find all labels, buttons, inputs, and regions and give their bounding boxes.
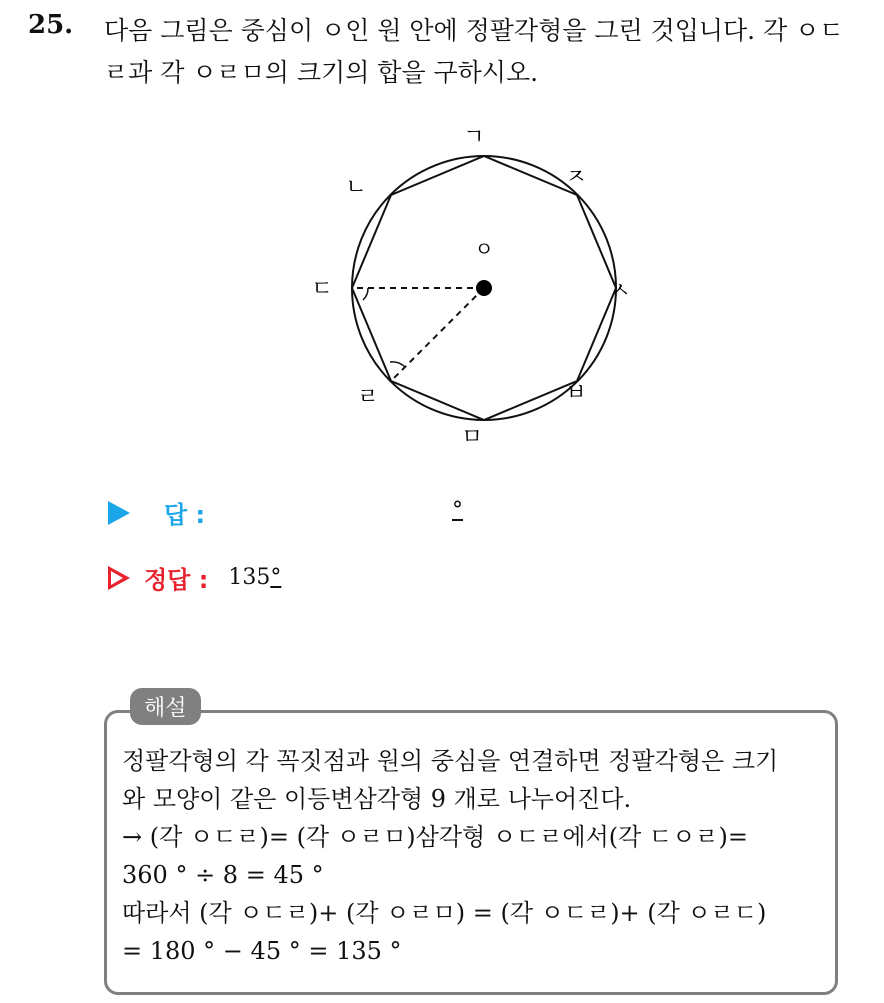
vertex-label-right: ㅅ: [609, 279, 631, 304]
vertex-label-top-right: ㅈ: [565, 165, 587, 190]
question-line: ㄹ과 각 ㅇㄹㅁ의 크기의 합을 구하시오.: [104, 58, 539, 87]
solution-row: [108, 560, 281, 595]
explanation-tag: 해설: [130, 688, 201, 725]
solution-label: 정답 :: [144, 566, 209, 594]
vertex-label-top: ㄱ: [463, 125, 485, 150]
octagon-figure: [310, 115, 670, 460]
explanation-line: 와 모양이 같은 이등변삼각형 9 개로 나누어진다.: [122, 785, 632, 813]
solution-triangle-icon: [108, 566, 130, 590]
answer-triangle-icon: [108, 501, 130, 525]
answer-unit: °: [452, 498, 463, 523]
center-label: ㅇ: [474, 237, 494, 261]
question-number: 25.: [28, 10, 74, 40]
question-line: 다음 그림은 중심이 ㅇ인 원 안에 정팔각형을 그린 것입니다. 각 ㅇㄷ: [104, 16, 844, 45]
answer-label: 답 :: [164, 501, 206, 529]
vertex-label-left: ㄷ: [311, 277, 333, 302]
solution-value: [228, 565, 281, 590]
vertex-label-bottom-right: ㅂ: [565, 381, 587, 406]
explanation-line: 360 ° ÷ 8 = 45 °: [122, 861, 324, 889]
explanation-line: 정팔각형의 각 꼭짓점과 원의 중심을 연결하면 정팔각형은 크기: [122, 747, 779, 775]
angle-mark-d: [363, 288, 368, 300]
vertex-label-bottom: ㅁ: [461, 425, 483, 450]
question-text: [104, 10, 874, 94]
answer-row: [108, 495, 205, 530]
center-point: [476, 280, 492, 296]
explanation-text: [122, 742, 834, 970]
solution-unit: °: [270, 565, 282, 590]
vertex-label-top-left: ㄴ: [345, 175, 367, 200]
explanation-line: = 180 ° − 45 ° = 135 °: [122, 937, 402, 965]
solution-number: 135: [228, 565, 271, 590]
explanation-line: 따라서 (각 ㅇㄷㄹ)+ (각 ㅇㄹㅁ) = (각 ㅇㄷㄹ)+ (각 ㅇㄹㄷ): [122, 899, 767, 927]
explanation-line: → (각 ㅇㄷㄹ)= (각 ㅇㄹㅁ)삼각형 ㅇㄷㄹ에서(각 ㄷㅇㄹ)=: [122, 823, 748, 851]
angle-mark-r: [390, 362, 405, 367]
vertex-label-bottom-left: ㄹ: [357, 385, 379, 410]
